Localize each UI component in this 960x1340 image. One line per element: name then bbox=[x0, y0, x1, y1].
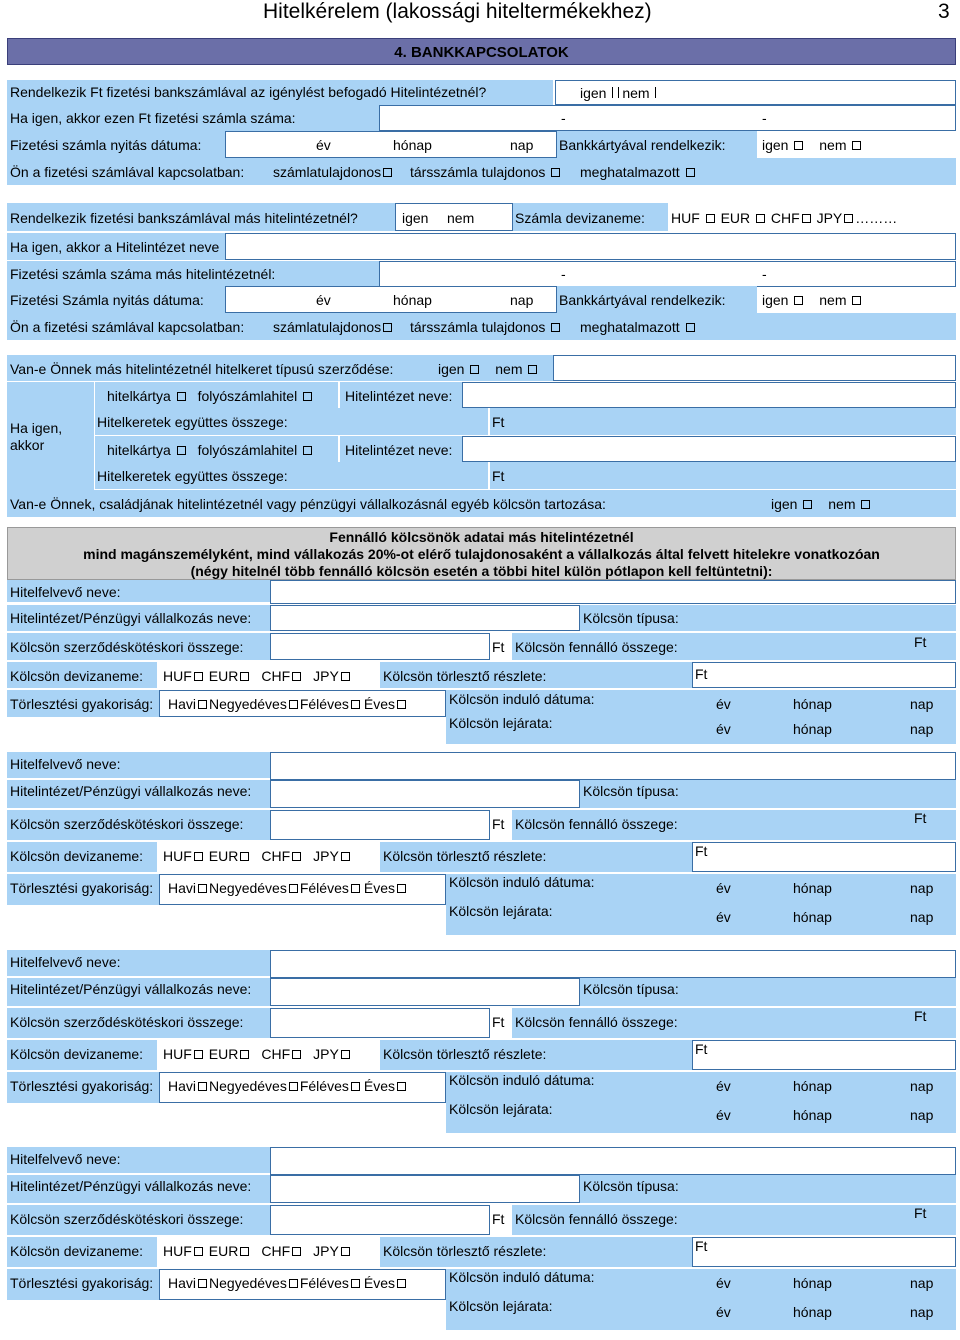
loan4-currency-label: Kölcsön devizaneme: bbox=[10, 1243, 144, 1259]
open2-input[interactable] bbox=[225, 286, 557, 313]
open2-nap: nap bbox=[510, 292, 534, 308]
coowner2-label: társszámla tulajdonos bbox=[410, 319, 546, 335]
loan4-installment-ft: Ft bbox=[695, 1238, 708, 1254]
coowner-label: társszámla tulajdonos bbox=[410, 164, 546, 180]
loan3-currency-options bbox=[163, 1046, 352, 1062]
loan1-freq-negyedeves: Negyedéves bbox=[209, 696, 287, 712]
loan3-start-honap: hónap bbox=[793, 1078, 832, 1094]
open2-label: Fizetési Számla nyitás dátuma: bbox=[10, 292, 204, 308]
loan1-contract-label: Kölcsön szerződéskötéskori összege: bbox=[10, 639, 244, 655]
dash-2: - bbox=[762, 110, 767, 126]
card2-label: Bankkártyával rendelkezik: bbox=[559, 292, 726, 308]
loan2-maturity-label: Kölcsön lejárata: bbox=[449, 903, 553, 919]
q-has-account-label: Rendelkezik Ft fizetési bankszámlával az igénylést befogadó Hitelintézetnél? bbox=[10, 84, 487, 100]
loan2-freq-negyedeves: Negyedéves bbox=[209, 880, 287, 896]
loan3-installment-input[interactable] bbox=[692, 1040, 956, 1070]
loan2-maturity-nap: nap bbox=[910, 909, 934, 925]
loan2-contract-ft: Ft bbox=[492, 816, 505, 832]
card-nem-checkbox[interactable] bbox=[852, 141, 861, 150]
loans-header-line2: mind magánszemélyként, mind vállakozás 20%-ot elérő tulajdonosaként a vállalkozás által felvett hitelekre vonatkozóan bbox=[83, 546, 880, 562]
loan4-type-label: Kölcsön típusa: bbox=[583, 1178, 679, 1194]
cl2-folyoszamla-checkbox[interactable] bbox=[303, 446, 312, 455]
loan1-freq-eves: Éves bbox=[363, 696, 395, 712]
open2-honap: hónap bbox=[393, 292, 432, 308]
cl1-hitelkartya-checkbox[interactable] bbox=[177, 392, 186, 401]
loan4-currency-options bbox=[163, 1243, 352, 1259]
loan1-inst-input[interactable] bbox=[270, 605, 580, 631]
loan3-borrower-input[interactable] bbox=[270, 950, 956, 978]
cl1-hitelkartya: hitelkártya bbox=[107, 388, 171, 404]
loan1-start-ev: év bbox=[716, 696, 731, 712]
ev-label: év bbox=[316, 137, 331, 153]
loan4-inst-input[interactable] bbox=[270, 1175, 580, 1203]
loan3-cur-jpy-checkbox[interactable] bbox=[341, 1050, 350, 1059]
nap-label: nap bbox=[510, 137, 534, 153]
owner-checkbox[interactable] bbox=[383, 168, 392, 177]
section-header bbox=[7, 38, 956, 65]
loan2-freq-eves: Éves bbox=[363, 880, 395, 896]
loan2-cur-chf-checkbox[interactable] bbox=[292, 852, 301, 861]
coowner-checkbox[interactable] bbox=[551, 168, 560, 177]
loan3-freq-label: Törlesztési gyakoriság: bbox=[10, 1078, 154, 1094]
cl2-total-input[interactable] bbox=[490, 462, 956, 489]
q-other-bank-label: Rendelkezik fizetési bankszámlával más hitelintézetnél? bbox=[10, 210, 358, 226]
loan1-maturity-nap: nap bbox=[910, 721, 934, 737]
loan3-type-label: Kölcsön típusa: bbox=[583, 981, 679, 997]
acc2-dash-1: - bbox=[561, 266, 566, 282]
cl-nem-checkbox[interactable] bbox=[528, 365, 537, 374]
loan3-freq-eves: Éves bbox=[363, 1078, 395, 1094]
loan3-freq-eves-checkbox[interactable] bbox=[397, 1082, 406, 1091]
loan1-start-honap: hónap bbox=[793, 696, 832, 712]
page-number: 3 bbox=[938, 0, 950, 23]
loan3-cur-chf: CHF bbox=[261, 1046, 291, 1062]
loan2-freq-feleves-checkbox[interactable] bbox=[351, 884, 360, 893]
loan4-cur-chf-checkbox[interactable] bbox=[292, 1247, 301, 1256]
cl2-total-label: Hitelkeretek együttes összege: bbox=[97, 468, 288, 484]
ol-igen: igen bbox=[771, 496, 798, 512]
loan1-currency-label: Kölcsön devizaneme: bbox=[10, 668, 144, 684]
if-yes-label: Ha igen, akkor bbox=[10, 420, 63, 453]
loan1-installment-label: Kölcsön törlesztő részlete: bbox=[383, 668, 547, 684]
loan4-freq-negyedeves: Negyedéves bbox=[209, 1275, 287, 1291]
loan3-freq-havi: Havi bbox=[168, 1078, 197, 1094]
loan1-freq-label: Törlesztési gyakoriság: bbox=[10, 696, 154, 712]
loan4-cur-jpy-checkbox[interactable] bbox=[341, 1247, 350, 1256]
loan4-maturity-honap: hónap bbox=[793, 1304, 832, 1320]
cur-chf: CHF bbox=[770, 210, 800, 226]
open2-ev: év bbox=[316, 292, 331, 308]
loan2-contract-input[interactable] bbox=[270, 810, 490, 840]
loan3-currency-label: Kölcsön devizaneme: bbox=[10, 1046, 144, 1062]
cur-dots: ……… bbox=[855, 210, 898, 226]
section-title: 4. BANKKAPCSOLATOK bbox=[394, 44, 569, 61]
account-number-label: Ha igen, akkor ezen Ft fizetési számla száma: bbox=[10, 110, 296, 126]
authorized-checkbox[interactable] bbox=[686, 168, 695, 177]
cl2-inst-label: Hitelintézet neve: bbox=[345, 442, 453, 458]
loan1-installment-input[interactable] bbox=[692, 662, 956, 688]
loan1-cur-jpy: JPY bbox=[313, 668, 339, 684]
owner-label: számlatulajdonos bbox=[273, 164, 382, 180]
card2-nem: nem bbox=[819, 292, 847, 308]
card-nem: nem bbox=[819, 137, 847, 153]
cl-igen-checkbox[interactable] bbox=[470, 365, 479, 374]
card-label: Bankkártyával rendelkezik: bbox=[559, 137, 726, 153]
loan2-currency-options bbox=[163, 848, 352, 864]
loan4-inst-label: Hitelintézet/Pénzügyi vállalkozás neve: bbox=[10, 1178, 252, 1194]
loan3-maturity-nap: nap bbox=[910, 1107, 934, 1123]
loan3-cur-chf-checkbox[interactable] bbox=[292, 1050, 301, 1059]
coowner2-checkbox[interactable] bbox=[551, 323, 560, 332]
loan2-installment-label: Kölcsön törlesztő részlete: bbox=[383, 848, 547, 864]
authorized-label: meghatalmazott bbox=[580, 164, 680, 180]
cl2-inst-input[interactable] bbox=[462, 436, 956, 462]
loan3-contract-ft: Ft bbox=[492, 1014, 505, 1030]
loan1-freq-feleves-checkbox[interactable] bbox=[351, 700, 360, 709]
loan3-start-label: Kölcsön induló dátuma: bbox=[449, 1072, 595, 1088]
loans-header bbox=[7, 527, 956, 580]
card2-igen-checkbox[interactable] bbox=[794, 296, 803, 305]
loan2-cur-huf: HUF bbox=[163, 848, 192, 864]
cl-nem: nem bbox=[495, 361, 523, 377]
loan1-freq-havi: Havi bbox=[168, 696, 197, 712]
open-date-label: Fizetési számla nyitás dátuma: bbox=[10, 137, 202, 153]
cl1-total-label: Hitelkeretek együttes összege: bbox=[97, 414, 288, 430]
loan3-cur-eur-checkbox[interactable] bbox=[240, 1050, 249, 1059]
loan2-currency-label: Kölcsön devizaneme: bbox=[10, 848, 144, 864]
loan1-outstanding-label: Kölcsön fennálló összege: bbox=[515, 639, 678, 655]
loan4-outstanding-ft: Ft bbox=[914, 1205, 927, 1221]
loan4-contract-input[interactable] bbox=[270, 1205, 490, 1235]
cur-huf: HUF bbox=[671, 210, 700, 226]
loan3-cur-jpy: JPY bbox=[313, 1046, 339, 1062]
loan2-borrower-input[interactable] bbox=[270, 752, 956, 780]
loan3-maturity-honap: hónap bbox=[793, 1107, 832, 1123]
authorized2-checkbox[interactable] bbox=[686, 323, 695, 332]
loan1-maturity-label: Kölcsön lejárata: bbox=[449, 715, 553, 731]
loan4-installment-input[interactable] bbox=[692, 1237, 956, 1267]
loan3-freq-negyedeves-checkbox[interactable] bbox=[289, 1082, 298, 1091]
card-igen: igen bbox=[762, 137, 789, 153]
loan2-start-nap: nap bbox=[910, 880, 934, 896]
loan2-type-label: Kölcsön típusa: bbox=[583, 783, 679, 799]
loan2-cur-jpy-checkbox[interactable] bbox=[341, 852, 350, 861]
loan3-start-nap: nap bbox=[910, 1078, 934, 1094]
inst-name-label: Ha igen, akkor a Hitelintézet neve bbox=[10, 239, 220, 255]
cl1-folyoszamla-checkbox[interactable] bbox=[303, 392, 312, 401]
loan2-freq-label: Törlesztési gyakoriság: bbox=[10, 880, 154, 896]
inst-name-input[interactable] bbox=[225, 233, 956, 260]
loan4-freq-negyedeves-checkbox[interactable] bbox=[289, 1279, 298, 1288]
loans-header-line1: Fennálló kölcsönök adatai más hitelintézetnél bbox=[329, 529, 634, 545]
loan3-freq-feleves: Féléves bbox=[299, 1078, 349, 1094]
loan4-cur-huf-checkbox[interactable] bbox=[194, 1247, 203, 1256]
loan1-maturity-ev: év bbox=[716, 721, 731, 737]
loan3-maturity-label: Kölcsön lejárata: bbox=[449, 1101, 553, 1117]
account-number-input[interactable] bbox=[379, 105, 956, 131]
loan1-outstanding-ft: Ft bbox=[914, 634, 927, 650]
loan4-cur-jpy: JPY bbox=[313, 1243, 339, 1259]
loan1-freq-havi-checkbox[interactable] bbox=[198, 700, 207, 709]
cl1-inst-label: Hitelintézet neve: bbox=[345, 388, 453, 404]
loan1-freq-eves-checkbox[interactable] bbox=[397, 700, 406, 709]
cl2-hitelkartya: hitelkártya bbox=[107, 442, 171, 458]
loan2-cur-eur: EUR bbox=[208, 848, 239, 864]
loan2-contract-label: Kölcsön szerződéskötéskori összege: bbox=[10, 816, 244, 832]
loan4-freq-eves: Éves bbox=[363, 1275, 395, 1291]
nem-label: nem bbox=[622, 85, 650, 101]
loan2-installment-input[interactable] bbox=[692, 842, 956, 872]
loan2-maturity-honap: hónap bbox=[793, 909, 832, 925]
open-date-input[interactable] bbox=[225, 131, 557, 158]
ol-nem-checkbox[interactable] bbox=[861, 500, 870, 509]
loan2-start-honap: hónap bbox=[793, 880, 832, 896]
other-igen: igen bbox=[402, 210, 429, 226]
loan4-contract-ft: Ft bbox=[492, 1211, 505, 1227]
loan4-freq-options bbox=[168, 1275, 408, 1291]
loan3-installment-ft: Ft bbox=[695, 1041, 708, 1057]
loan2-freq-havi-checkbox[interactable] bbox=[198, 884, 207, 893]
loan3-installment-label: Kölcsön törlesztő részlete: bbox=[383, 1046, 547, 1062]
ol-igen-checkbox[interactable] bbox=[803, 500, 812, 509]
loan2-cur-huf-checkbox[interactable] bbox=[194, 852, 203, 861]
document-title: Hitelkérelem (lakossági hiteltermékekhez) bbox=[263, 0, 652, 23]
loan3-cur-huf-checkbox[interactable] bbox=[194, 1050, 203, 1059]
credit-line-label: Van-e Önnek más hitelintézetnél hitelkeret típusú szerződése: bbox=[10, 361, 394, 377]
loan2-cur-eur-checkbox[interactable] bbox=[240, 852, 249, 861]
relation-label: Ön a fizetési számlával kapcsolatban: bbox=[10, 164, 245, 180]
loan1-cur-eur: EUR bbox=[208, 668, 239, 684]
loan4-start-ev: év bbox=[716, 1275, 731, 1291]
loan4-cur-huf: HUF bbox=[163, 1243, 192, 1259]
loan1-currency-options bbox=[163, 668, 352, 684]
cur-jpy: JPY bbox=[816, 210, 843, 226]
cl1-total-input[interactable] bbox=[490, 408, 956, 435]
loan1-contract-input[interactable] bbox=[270, 633, 490, 660]
acc2-dash-2: - bbox=[762, 266, 767, 282]
loan2-maturity-ev: év bbox=[716, 909, 731, 925]
loan3-outstanding-label: Kölcsön fennálló összege: bbox=[515, 1014, 678, 1030]
loan2-cur-chf: CHF bbox=[261, 848, 291, 864]
loan2-start-ev: év bbox=[716, 880, 731, 896]
loan4-start-nap: nap bbox=[910, 1275, 934, 1291]
loan3-freq-negyedeves: Negyedéves bbox=[209, 1078, 287, 1094]
loan4-freq-feleves: Féléves bbox=[299, 1275, 349, 1291]
card-igen-checkbox[interactable] bbox=[794, 141, 803, 150]
cur-jpy-checkbox[interactable] bbox=[844, 214, 853, 223]
cur-eur: EUR bbox=[720, 210, 751, 226]
loan3-freq-havi-checkbox[interactable] bbox=[198, 1082, 207, 1091]
loan3-freq-options bbox=[168, 1078, 408, 1094]
cur-chf-checkbox[interactable] bbox=[802, 214, 811, 223]
loan2-start-label: Kölcsön induló dátuma: bbox=[449, 874, 595, 890]
loans-header-line3: (négy hitelnél több fennálló kölcsön esetén a többi hitel külön pótlapon kell feltüntetni): bbox=[190, 563, 773, 579]
loan4-freq-havi: Havi bbox=[168, 1275, 197, 1291]
loan4-maturity-ev: év bbox=[716, 1304, 731, 1320]
loan4-cur-chf: CHF bbox=[261, 1243, 291, 1259]
loan1-type-label: Kölcsön típusa: bbox=[583, 610, 679, 626]
loan2-outstanding-ft: Ft bbox=[914, 810, 927, 826]
loan1-freq-options bbox=[168, 696, 408, 712]
loan4-cur-eur: EUR bbox=[208, 1243, 239, 1259]
loan4-freq-havi-checkbox[interactable] bbox=[198, 1279, 207, 1288]
loan2-freq-options bbox=[168, 880, 408, 896]
loan2-freq-havi: Havi bbox=[168, 880, 197, 896]
cl2-ft: Ft bbox=[492, 468, 505, 484]
loan4-outstanding-label: Kölcsön fennálló összege: bbox=[515, 1211, 678, 1227]
loan4-maturity-label: Kölcsön lejárata: bbox=[449, 1298, 553, 1314]
cur-huf-checkbox[interactable] bbox=[706, 214, 715, 223]
acc2-label: Fizetési számla száma más hitelintézetnél: bbox=[10, 266, 276, 282]
loan4-freq-label: Törlesztési gyakoriság: bbox=[10, 1275, 154, 1291]
loan4-start-honap: hónap bbox=[793, 1275, 832, 1291]
loan3-contract-label: Kölcsön szerződéskötéskori összege: bbox=[10, 1014, 244, 1030]
loan1-freq-negyedeves-checkbox[interactable] bbox=[289, 700, 298, 709]
loan2-freq-negyedeves-checkbox[interactable] bbox=[289, 884, 298, 893]
owner2-label: számlatulajdonos bbox=[273, 319, 382, 335]
loan4-borrower-input[interactable] bbox=[270, 1147, 956, 1175]
loan1-start-label: Kölcsön induló dátuma: bbox=[449, 691, 595, 707]
loan3-cur-huf: HUF bbox=[163, 1046, 192, 1062]
loan1-inst-label: Hitelintézet/Pénzügyi vállalkozás neve: bbox=[10, 610, 252, 626]
loan1-borrower-label: Hitelfelvevő neve: bbox=[10, 584, 121, 600]
other-loans-label: Van-e Önnek, családjának hitelintézetnél vagy pénzügyi vállalkozásnál egyéb kölcsön tartozása: bbox=[10, 496, 606, 512]
loan3-freq-feleves-checkbox[interactable] bbox=[351, 1082, 360, 1091]
other-nem: nem bbox=[447, 210, 475, 226]
loan2-inst-input[interactable] bbox=[270, 780, 580, 808]
loan4-borrower-label: Hitelfelvevő neve: bbox=[10, 1151, 121, 1167]
loan3-contract-input[interactable] bbox=[270, 1008, 490, 1038]
loan3-borrower-label: Hitelfelvevő neve: bbox=[10, 954, 121, 970]
loan4-contract-label: Kölcsön szerződéskötéskori összege: bbox=[10, 1211, 244, 1227]
loan3-start-ev: év bbox=[716, 1078, 731, 1094]
card2-nem-checkbox[interactable] bbox=[852, 296, 861, 305]
loan3-inst-label: Hitelintézet/Pénzügyi vállalkozás neve: bbox=[10, 981, 252, 997]
credit-line-blank bbox=[553, 355, 956, 381]
ol-nem: nem bbox=[828, 496, 856, 512]
loan4-cur-eur-checkbox[interactable] bbox=[240, 1247, 249, 1256]
loan1-borrower-input[interactable] bbox=[270, 580, 956, 604]
loan2-borrower-label: Hitelfelvevő neve: bbox=[10, 756, 121, 772]
currency-label: Számla devizaneme: bbox=[515, 210, 645, 226]
loan1-freq-feleves: Féléves bbox=[299, 696, 349, 712]
owner2-checkbox[interactable] bbox=[383, 323, 392, 332]
authorized2-label: meghatalmazott bbox=[580, 319, 680, 335]
loan1-start-nap: nap bbox=[910, 696, 934, 712]
cl2-folyoszamla: folyószámlahitel bbox=[197, 442, 298, 458]
loan2-outstanding-label: Kölcsön fennálló összege: bbox=[515, 816, 678, 832]
dash-1: - bbox=[561, 110, 566, 126]
cl-igen: igen bbox=[438, 361, 465, 377]
cl1-folyoszamla: folyószámlahitel bbox=[197, 388, 298, 404]
loan3-cur-eur: EUR bbox=[208, 1046, 239, 1062]
loan1-cur-chf: CHF bbox=[261, 668, 291, 684]
acc2-input[interactable] bbox=[379, 261, 956, 287]
loan4-freq-feleves-checkbox[interactable] bbox=[351, 1279, 360, 1288]
loan1-cur-chf-checkbox[interactable] bbox=[292, 672, 301, 681]
loan2-freq-feleves: Féléves bbox=[299, 880, 349, 896]
cl1-inst-input[interactable] bbox=[462, 382, 956, 408]
loan1-maturity-honap: hónap bbox=[793, 721, 832, 737]
loan4-maturity-nap: nap bbox=[910, 1304, 934, 1320]
loan2-freq-eves-checkbox[interactable] bbox=[397, 884, 406, 893]
cl2-hitelkartya-checkbox[interactable] bbox=[177, 446, 186, 455]
loan3-outstanding-ft: Ft bbox=[914, 1008, 927, 1024]
loan1-cur-huf-checkbox[interactable] bbox=[194, 672, 203, 681]
loan4-installment-label: Kölcsön törlesztő részlete: bbox=[383, 1243, 547, 1259]
loan1-cur-eur-checkbox[interactable] bbox=[240, 672, 249, 681]
loan2-inst-label: Hitelintézet/Pénzügyi vállalkozás neve: bbox=[10, 783, 252, 799]
loan4-freq-eves-checkbox[interactable] bbox=[397, 1279, 406, 1288]
loan1-cur-huf: HUF bbox=[163, 668, 192, 684]
igen-label: igen bbox=[580, 85, 607, 101]
loan3-inst-input[interactable] bbox=[270, 978, 580, 1006]
loan1-contract-ft: Ft bbox=[492, 639, 505, 655]
cl1-ft: Ft bbox=[492, 414, 505, 430]
relation2-label: Ön a fizetési számlával kapcsolatban: bbox=[10, 319, 245, 335]
cur-eur-checkbox[interactable] bbox=[756, 214, 765, 223]
loan1-installment-ft: Ft bbox=[695, 666, 708, 682]
card2-igen: igen bbox=[762, 292, 789, 308]
loan2-installment-ft: Ft bbox=[695, 843, 708, 859]
loan1-cur-jpy-checkbox[interactable] bbox=[341, 672, 350, 681]
loan3-maturity-ev: év bbox=[716, 1107, 731, 1123]
loan4-start-label: Kölcsön induló dátuma: bbox=[449, 1269, 595, 1285]
honap-label: hónap bbox=[393, 137, 432, 153]
loan2-cur-jpy: JPY bbox=[313, 848, 339, 864]
